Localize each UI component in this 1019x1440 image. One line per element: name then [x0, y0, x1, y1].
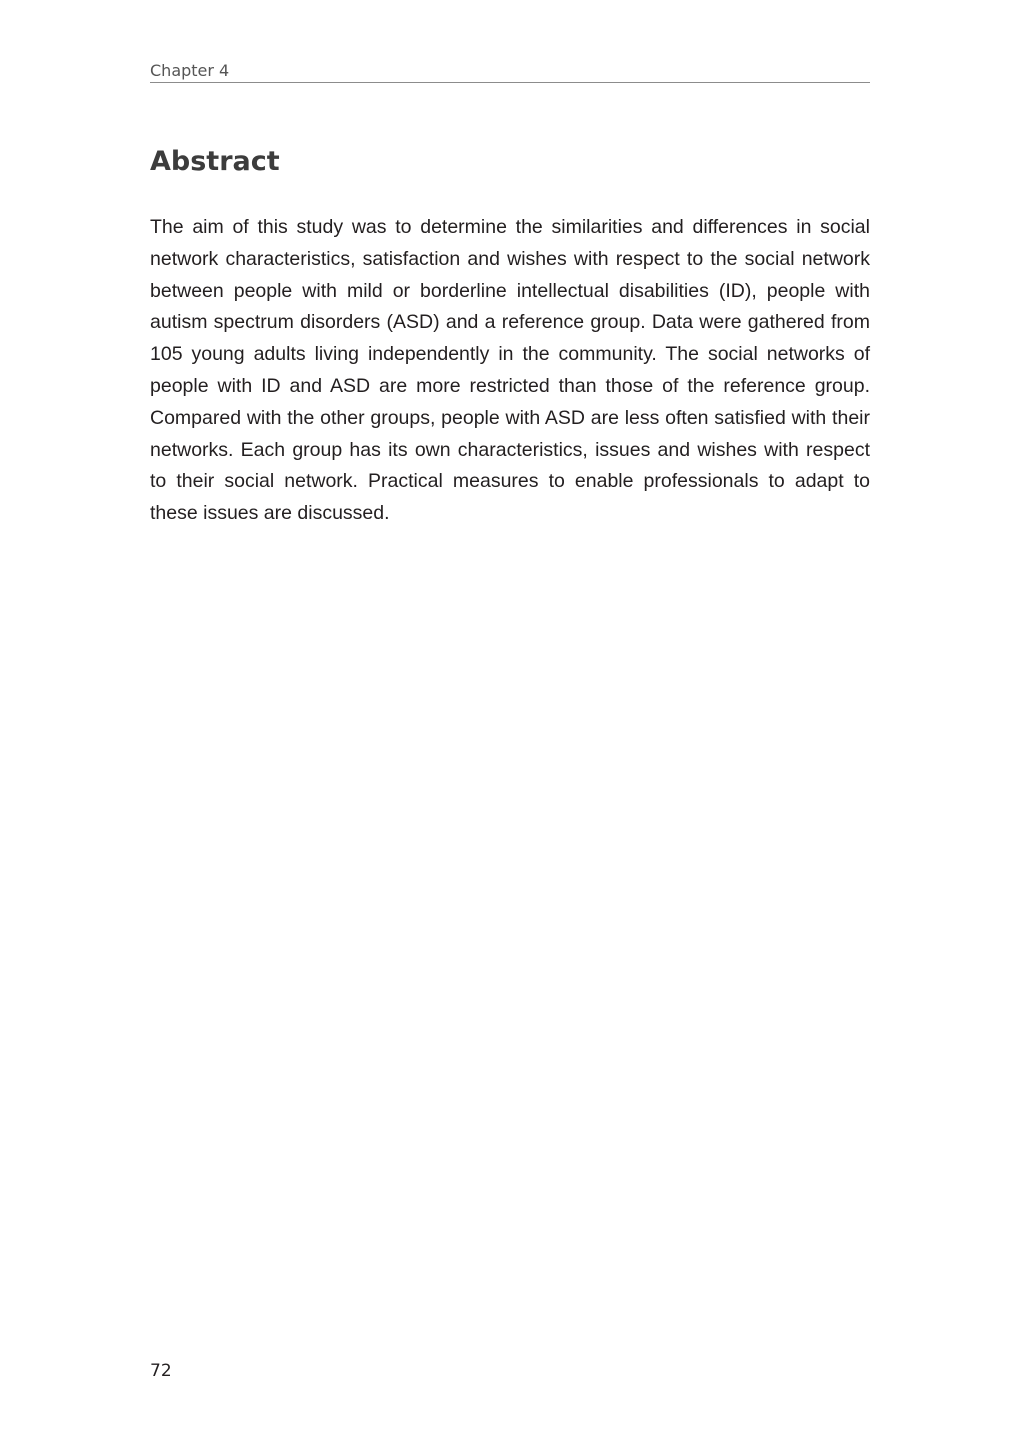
abstract-heading: Abstract: [150, 146, 280, 177]
page-number: 72: [150, 1361, 172, 1381]
abstract-paragraph: The aim of this study was to determine the similarities and differences in social network characteristics, satisfaction and wishes with respect to the social network between people with mild or borderline intellectual disabilities (ID), people with autism spectrum disorders (ASD) and a reference group. Data were gathered from 105 young adults living independently in the community. The social networks of people with ID and ASD are more restricted than those of the reference group. Compared with the other groups, people with ASD are less often satisfied with their networks. Each group has its own characteristics, issues and wishes with respect to their social network. Practical measures to enable professionals to adapt to these issues are discussed.: [150, 216, 870, 525]
running-header-title: Chapter 4: [150, 61, 230, 80]
running-header: [150, 60, 870, 83]
